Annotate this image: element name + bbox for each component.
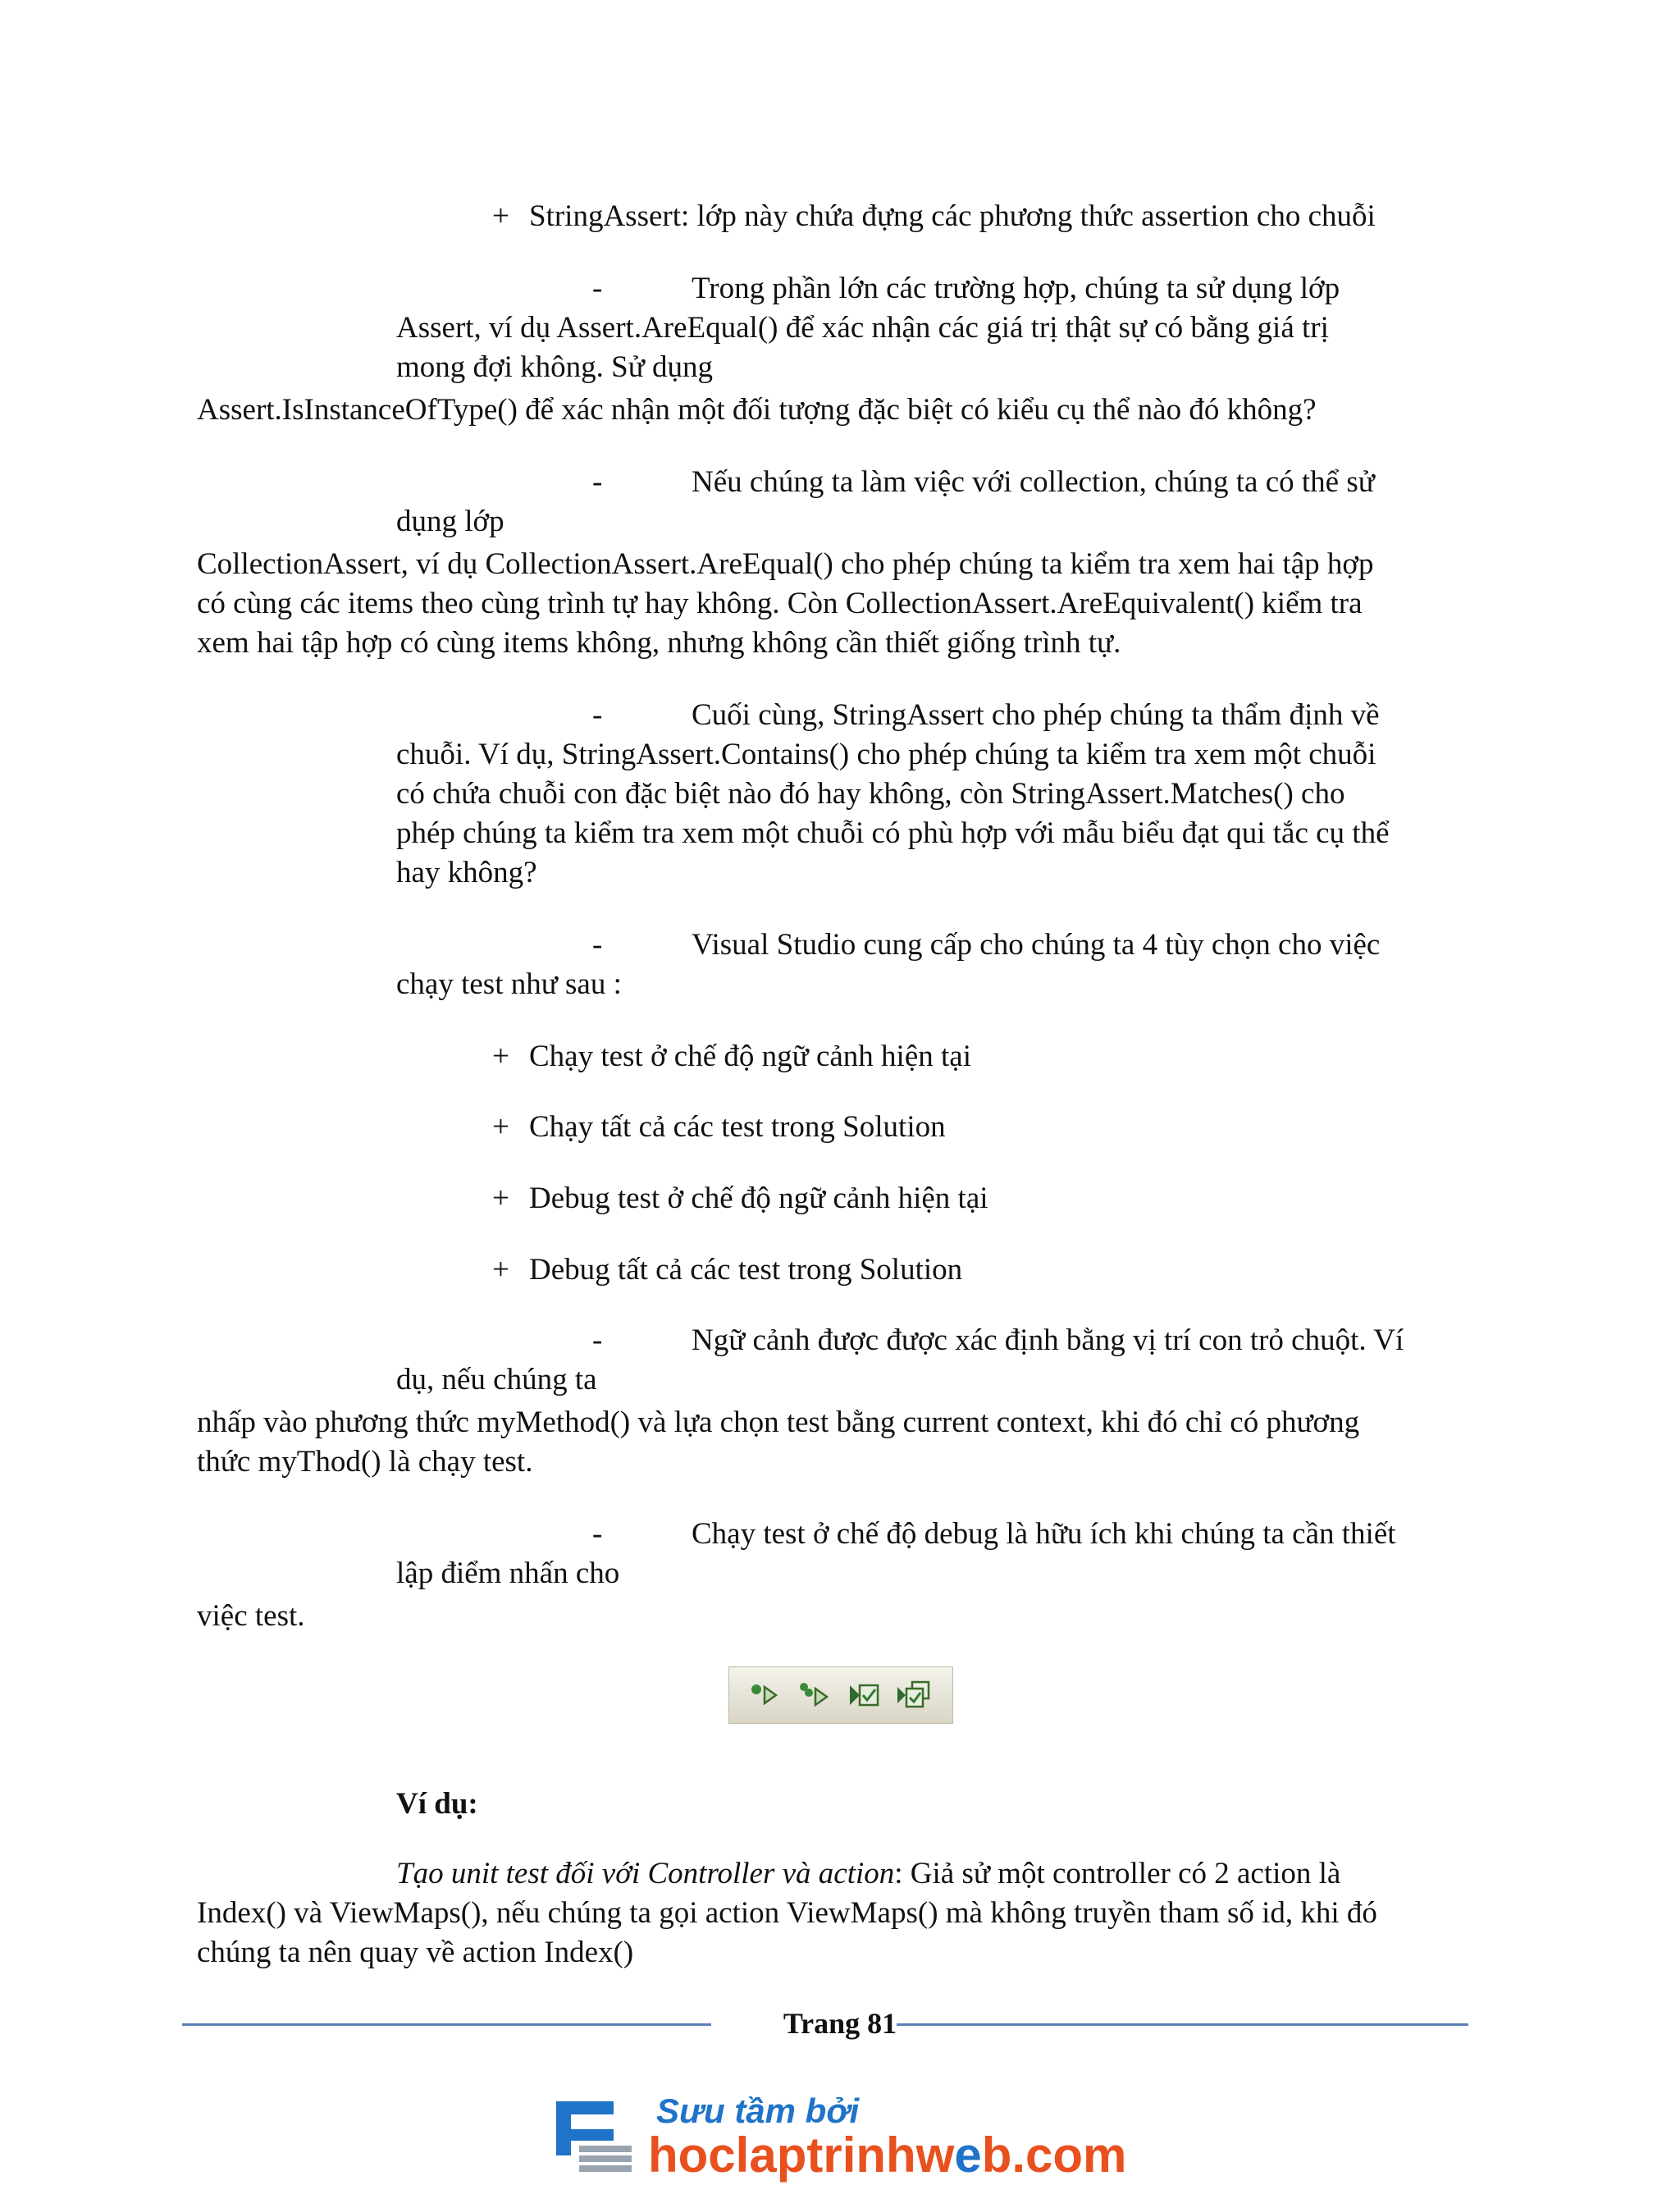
text-line: thức myThod() là chạy test. [197,1445,533,1479]
text-line: Assert, ví dụ Assert.AreEqual() để xác nhận các giá trị thật sự có bằng giá trị [396,311,1329,345]
debug-tests-in-context-icon[interactable] [846,1676,883,1714]
text-line: dụng lớp [396,505,504,538]
plus-marker: + [492,1040,509,1073]
text-line: Trong phần lớn các trường hợp, chúng ta sử dụng lớp [692,272,1340,305]
dash-marker: - [592,698,603,732]
page-number: Trang 81 [783,2007,897,2040]
site-logo-icon [551,2096,640,2174]
text-line: có cùng các items theo cùng trình tự hay không. Còn CollectionAssert.AreEquivalent() kiểm tra [197,587,1363,620]
text-line: lập điểm nhấn cho [396,1556,620,1590]
dash-marker: - [592,272,603,305]
text-line: Nếu chúng ta làm việc với collection, chúng ta có thể sử [692,465,1375,499]
text-line: chạy test như sau : [396,967,622,1001]
text-line: việc test. [197,1599,305,1633]
italic-phrase: Tạo unit test đối với Controller và action [396,1857,895,1890]
text-line: Debug test ở chế độ ngữ cảnh hiện tại [529,1182,988,1215]
text-line: Chạy tất cả các test trong Solution [529,1110,946,1144]
text-fragment: : Giả sử một controller có 2 action là [894,1857,1341,1890]
text-line: Chạy test ở chế độ ngữ cảnh hiện tại [529,1040,971,1073]
text-line: hay không? [396,856,537,889]
text-line: Index() và ViewMaps(), nếu chúng ta gọi action ViewMaps() mà không truyền tham số id, khi đó [197,1896,1377,1930]
plus-marker: + [492,1182,509,1215]
text-line: StringAssert: lớp này chứa đựng các phương thức assertion cho chuỗi [529,199,1376,233]
dash-marker: - [592,1323,603,1357]
logo-wordmark [648,2130,1126,2181]
text-line: dụ, nếu chúng ta [396,1363,597,1396]
text-line [396,1854,1340,1894]
dash-marker: - [592,465,603,499]
logo-text-part: b.com [981,2128,1127,2183]
text-line: Visual Studio cung cấp cho chúng ta 4 tùy chọn cho việc [692,928,1381,962]
text-line: phép chúng ta kiểm tra xem một chuỗi có phù hợp với mẫu biểu đạt qui tắc cụ thể [396,816,1390,850]
text-line: Cuối cùng, StringAssert cho phép chúng ta thẩm định về [692,698,1380,732]
text-line: Debug tất cả các test trong Solution [529,1253,963,1287]
logo-text-part: hoclaptrinhw [648,2128,955,2183]
text-line: Chạy test ở chế độ debug là hữu ích khi chúng ta cần thiết [692,1517,1396,1551]
text-line: chúng ta nên quay về action Index() [197,1936,634,1969]
plus-marker: + [492,1253,509,1287]
text-line: CollectionAssert, ví dụ CollectionAssert.AreEqual() cho phép chúng ta kiểm tra xem hai tập hợp [197,547,1374,581]
plus-marker: + [492,1110,509,1144]
test-toolbar [728,1666,953,1724]
debug-all-tests-icon[interactable] [895,1676,933,1714]
text-line: chuỗi. Ví dụ, StringAssert.Contains() cho phép chúng ta kiểm tra xem một chuỗi [396,738,1376,771]
run-tests-in-context-icon[interactable] [747,1676,785,1714]
text-line: mong đợi không. Sử dụng [396,350,714,384]
logo-tagline: Sưu tầm bởi [656,2091,860,2130]
dash-marker: - [592,928,603,962]
dash-marker: - [592,1517,603,1551]
logo-text-part: e [954,2128,982,2183]
text-line: có chứa chuỗi con đặc biệt nào đó hay không, còn StringAssert.Matches() cho [396,777,1345,811]
example-heading: Ví dụ: [396,1787,478,1821]
text-line: xem hai tập hợp có cùng items không, nhưng không cần thiết giống trình tự. [197,626,1121,660]
text-line: Ngữ cảnh được được xác định bằng vị trí con trỏ chuột. Ví [692,1323,1404,1357]
run-all-tests-icon[interactable] [797,1676,834,1714]
plus-marker: + [492,199,509,233]
text-line: Assert.IsInstanceOfType() để xác nhận một đối tượng đặc biệt có kiểu cụ thể nào đó không? [197,393,1317,427]
text-line: nhấp vào phương thức myMethod() và lựa chọn test bằng current context, khi đó chỉ có phương [197,1406,1360,1439]
